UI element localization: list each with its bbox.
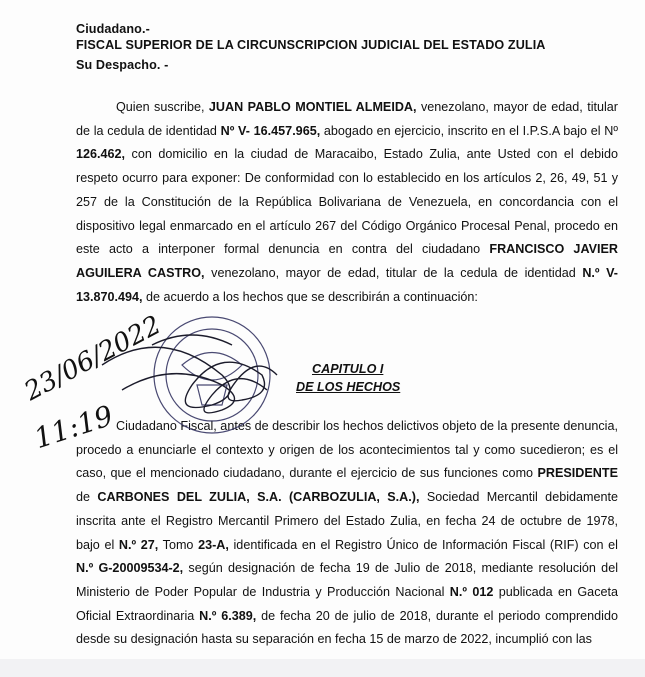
- intro-text-run: Quien suscribe,: [116, 100, 209, 114]
- intro-text-run: 126.462,: [76, 147, 126, 162]
- facts-text-run: N.º 012: [449, 584, 494, 599]
- svg-text:11:19: 11:19: [30, 398, 118, 456]
- viewer-bottom-strip: [0, 659, 645, 677]
- intro-text-run: FRANCISCO JAVIER AGUILERA CASTRO,: [76, 242, 618, 280]
- chapter-title: CAPITULO I: [312, 362, 384, 376]
- handwritten-signature-icon: [102, 335, 277, 413]
- svg-text:23/06/2022: 23/06/2022: [19, 310, 167, 408]
- facts-text-run: 23-A,: [198, 537, 229, 552]
- intro-text-run: con domicilio en la ciudad de Maracaibo, Estado Zulia, ante Usted con el debido respeto ocurro para exponer: De conformidad con lo establecido en los artículos 2, 26, 49, 51 y 257 de la Constitución de la República Bolivariana de Venezuela, en concordancia con el dispositivo legal enmarcado en el artículo 267 del Código Orgánico Procesal Penal, procedo en este acto a interponer formal denuncia en contra del ciudadano: [76, 147, 618, 257]
- facts-text-run: publicada en Gaceta Oficial Extraordinaria: [76, 584, 618, 623]
- facts-text-run: Tomo: [158, 537, 199, 552]
- intro-text-run: JUAN PABLO MONTIEL ALMEIDA,: [208, 100, 417, 114]
- facts-text-run: de fecha 20 de julio de 2018, durante el periodo comprendido desde su designación hasta su separación en fecha 15 de marzo de 2022, incumplió con las: [76, 608, 618, 647]
- facts-text-run: Sociedad Mercantil debidamente inscrita ante el Registro Mercantil Primero del Estado Zulia, en fecha 24 de octubre de 1978, bajo el: [76, 490, 619, 552]
- intro-text-run: venezolano, mayor de edad, titular de la cedula de identidad: [204, 265, 583, 280]
- intro-paragraph: [76, 96, 618, 309]
- intro-text-run: Nº V- 16.457.965,: [220, 123, 321, 138]
- facts-text-run: N.º 27,: [118, 537, 159, 552]
- intro-text-run: N.º V- 13.870.494,: [76, 265, 618, 304]
- facts-text-run: según designación de fecha 19 de Julio de 2018, mediante resolución del Ministerio de Poder Popular de Industria y Producción Nacional: [76, 561, 618, 599]
- intro-text-run: venezolano, mayor de edad, titular de la cedula de identidad: [76, 100, 619, 138]
- facts-text-run: PRESIDENTE: [537, 466, 618, 481]
- addressee-title: FISCAL SUPERIOR DE LA CIRCUNSCRIPCION JUDICIAL DEL ESTADO ZULIA: [76, 38, 546, 52]
- facts-text-run: N.º G-20009534-2,: [76, 561, 184, 576]
- facts-paragraph: [76, 415, 618, 652]
- addressee-office: Su Despacho. -: [76, 58, 169, 72]
- facts-text-run: identificada en el Registro Único de Información Fiscal (RIF) con el: [228, 537, 618, 552]
- facts-text-run: de: [76, 490, 98, 505]
- intro-text-run: de acuerdo a los hechos que se describirán a continuación:: [142, 289, 478, 304]
- chapter-subtitle: DE LOS HECHOS: [296, 380, 401, 394]
- addressee-salutation: Ciudadano.-: [76, 22, 150, 36]
- facts-text-run: CARBONES DEL ZULIA, S.A. (CARBOZULIA, S.A.),: [97, 490, 420, 505]
- intro-text-run: abogado en ejercicio, inscrito en el I.P.S.A bajo el Nº: [320, 123, 618, 138]
- facts-text-run: N.º 6.389,: [199, 608, 257, 623]
- facts-text-run: Ciudadano Fiscal, antes de describir los hechos delictivos objeto de la presente denuncia, procedo a enunciarle el contexto y origen de los acontecimientos tal y como sucedieron; es el caso, que el mencionado ciudadano, durante el ejercicio de sus funciones como: [76, 419, 618, 481]
